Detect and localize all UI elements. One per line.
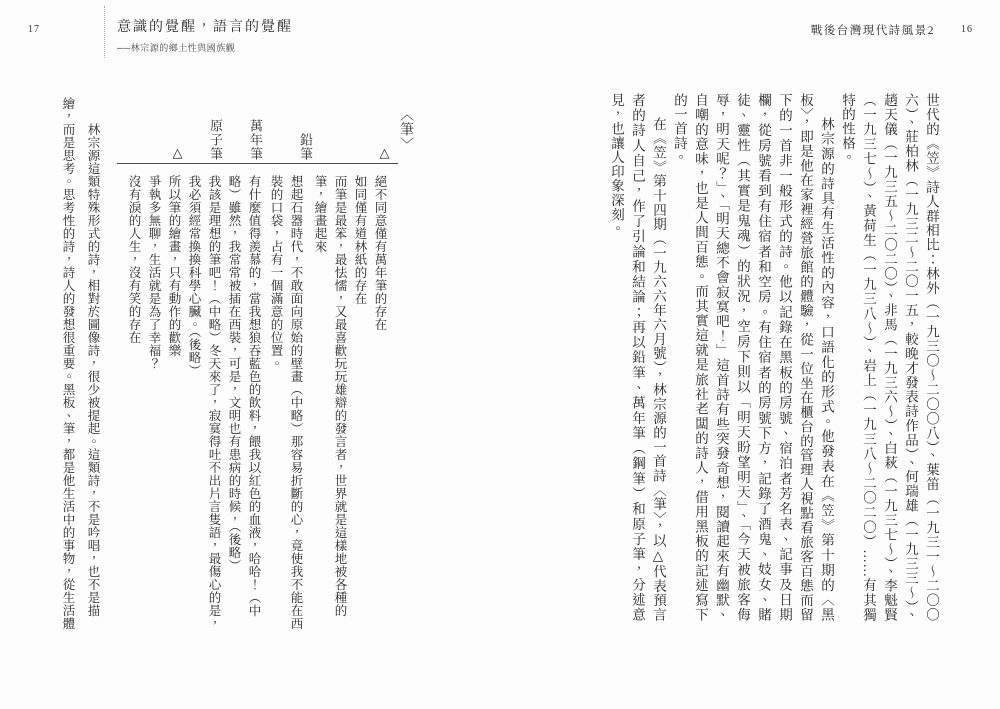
poem-section-1 [310,175,390,631]
poem-section-4 [184,175,224,631]
poem-section-2 [266,175,306,631]
body-paragraph-3: 在《笠》第十四期（一九六六年六月號），林宗源的一首詩〈筆〉，以△代表預言者的詩人自己，作了引論和結論；再以鉛筆、萬年筆（鋼筆）和原子筆，分述意見，也讓人印象深刻。 [609,93,666,622]
poem-section-3 [224,175,264,631]
poem-section-heading-fountain-pen: 萬年筆 [248,119,263,161]
poem-title: 〈筆〉 [398,107,413,152]
poem-line: 沒有淚的人生，沒有笑的存在 [127,175,141,344]
body-paragraph-2: 林宗源的詩具有生活性的內容，口語化的形式。他發表在《笠》第十期的〈黑板〉，即是他在家裡經營旅館的體驗，從一位坐在櫃台的管理人視點看旅客百態而留下的一首非一般形式的詩。他以記錄在黑板的房號、宿泊者芳名表、記事及日期欄，從房號看到有住宿者和空房。有住宿者的房號下方，記錄了酒鬼、妓女、賭徒、靈性（其實是鬼魂）的狀況，空房下則以「明天盼望明天」、「今天被旅客侮辱，明天呢？」、「明天總不會寂寞吧！」這首詩有些突發奇想，閱讀起來有幽默、自嘲的意味，也是人間百態。而其實這就是旅社老闆的詩人，借用黑板的記述寫下的一首詩。 [672,93,834,622]
chapter-title: 意識的覺醒，語言的覺醒 [117,20,293,35]
poem-line: 所以筆的繪畫，只有動作的歡樂 [167,175,181,357]
poem-line: 絕不同意僅有萬年筆的存在 [373,175,387,331]
page-number-right: 16 [961,24,973,35]
commentary-block [53,97,105,633]
poem-line: 爭執多無聊，生活就是為了幸福？ [147,175,161,370]
poem-section-heading-triangle-2: △ [171,146,186,162]
running-title: 戰後台灣現代詩風景2 [810,25,935,37]
poem-section-5 [124,175,184,631]
body-paragraph-1: 世代的《笠》詩人群相比：林外（一九三〇～二〇〇八）、葉笛（一九三一～二〇〇六）、莊柏林（一九三二～二〇一五，較晚才發表詩作品）、何瑞雄（一九三三～）、趙天儀（一九三五～二〇二〇）、非馬（一九三六～）、白萩（一九三七～）、李魁賢（一九三七～）、黃荷生（一九三八～）、岩上（一九三八～二〇二〇）……有其獨特的性格。 [840,93,939,622]
poem-section-heading-ballpoint-pen: 原子筆 [208,119,223,161]
poem-line: 想起石器時代，不敢面向原始的壁畫（中略）那容易折斷的心，竟使我不能在西裝的口袋，占有一個滿意的位置。 [269,175,303,630]
poem-line: 有什麼值得羨慕的，當我想狼吞藍色的飲料，餵我以紅色的血液，哈哈！（中略）雖然，我常常被插在西裝，可是，文明也有患病的時候，（後略） [227,175,261,617]
poem-line: 而筆是最笨，最怯懦，又最喜歡玩玩雄辯的發言者，世界就是這樣地被各種的筆，繪畫起來 [313,175,347,617]
poem-heading-rule [117,163,398,164]
poem-section-heading-pencil: 鉛筆 [298,133,313,161]
poem-line: 我該是理想的筆吧！（中略）冬天來了，寂寞得吐不出片言隻語，最傷心的是，我必須經常換換科學心臟。（後略） [187,175,221,630]
poem-section-heading-triangle-1: △ [378,146,393,162]
commentary-paragraph: 林宗源這類特殊形式的詩，相對於圖像詩，很少被提起。這類詩，不是吟唱，也不是描繪，而是思考。思考性的詩，詩人的發想很重要。黑板、筆，都是他生活中的事物，從生活體 [61,97,100,630]
header-divider-dotted [104,6,105,58]
body-text [609,93,942,622]
page-number-left: 17 [28,24,40,35]
poem-line: 如同僅有道林紙的存在 [353,175,367,305]
chapter-subtitle: ──林宗源的鄉土性與國族觀 [117,43,236,53]
